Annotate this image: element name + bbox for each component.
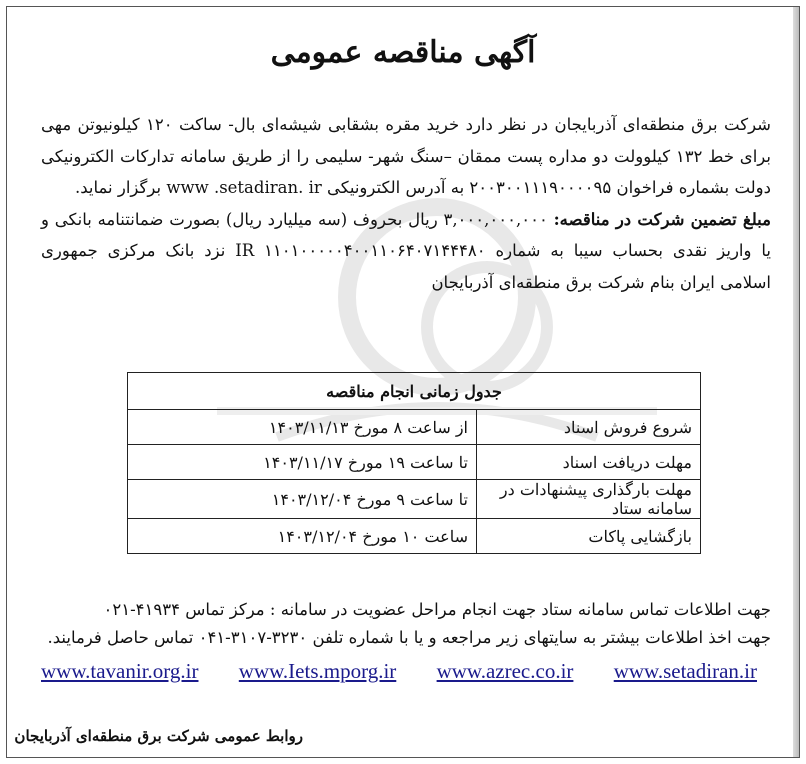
schedule-label: مهلت بارگذاری پیشنهادات در سامانه ستاد <box>477 480 701 519</box>
purchase-paragraph <box>41 109 771 204</box>
setadiran-address: www .setadiran. ir <box>166 178 322 197</box>
table-row <box>128 480 701 519</box>
schedule-value: تا ساعت ۱۹ مورخ ۱۴۰۳/۱۱/۱۷ <box>128 445 477 480</box>
link-azrec[interactable]: www.azrec.co.ir <box>436 659 574 683</box>
contact-line-setad: جهت اطلاعات تماس سامانه ستاد جهت انجام مراحل عضویت در سامانه : مرکز تماس ۴۱۹۳۴-۰۲۱ <box>103 600 771 619</box>
contact-info <box>41 596 771 652</box>
schedule-label: مهلت دریافت اسناد <box>477 445 701 480</box>
purchase-text-end: برگزار نماید. <box>74 178 162 197</box>
link-tavanir[interactable]: www.tavanir.org.ir <box>41 659 199 683</box>
table-row <box>128 519 701 554</box>
signature: روابط عمومی شرکت برق منطقه‌ای آذربایجان <box>14 727 303 745</box>
purchase-text: شرکت برق منطقه‌ای آذربایجان در نظر دارد خرید مقره بشقابی شیشه‌ای بال- ساکت ۱۲۰ کیلونیوتن مهی برای خط ۱۳۲ کیلوولت دو مداره پست ممقان –سنگ شهر- سلیمی را از طریق سامانه تدارکات الکترونیکی دولت بشماره فراخوان ۲۰۰۳۰۰۱۱۱۹۰۰۰۰۹۵ به آدرس الکترونیکی <box>41 115 771 197</box>
guarantee-text: ۳,۰۰۰,۰۰۰,۰۰۰ ریال بحروف (سه میلیارد ریال) بصورت ضمانتنامه بانکی و یا واریز نقدی بحساب سیبا به شماره IR ۱۱۰۱۰۰۰۰۰۴۰۰۱۱۰۶۴۰۷۱۴۴۴۸۰ نزد بانک مرکزی جمهوری اسلامی ایران بنام شرکت برق منطقه‌ای آذربایجان <box>41 209 772 292</box>
schedule-value: از ساعت ۸ مورخ ۱۴۰۳/۱۱/۱۳ <box>128 410 477 445</box>
contact-line-phone: جهت اخذ اطلاعات بیشتر به سایتهای زیر مراجعه و یا با شماره تلفن ۳۲۳۰-۳۱۰۷-۰۴۱ تماس حاصل فرمایند. <box>47 628 771 647</box>
schedule-heading: جدول زمانی انجام مناقصه <box>128 373 701 410</box>
link-setadiran[interactable]: www.setadiran.ir <box>613 659 757 683</box>
schedule-label: بازگشایی پاکات <box>477 519 701 554</box>
schedule-value: ساعت ۱۰ مورخ ۱۴۰۳/۱۲/۰۴ <box>128 519 477 554</box>
website-links <box>41 659 757 684</box>
guarantee-label: مبلغ تضمین شرکت در مناقصه: <box>553 209 771 229</box>
schedule-value: تا ساعت ۹ مورخ ۱۴۰۳/۱۲/۰۴ <box>128 480 477 519</box>
schedule-table <box>127 372 701 554</box>
link-iets[interactable]: www.Iets.mporg.ir <box>238 659 397 683</box>
notice-frame <box>6 6 800 758</box>
page-title: آگهی مناقصه عمومی <box>270 35 536 70</box>
table-row <box>128 410 701 445</box>
notice-body <box>41 109 771 298</box>
table-row <box>128 445 701 480</box>
schedule-header-row <box>128 373 701 410</box>
guarantee-paragraph <box>41 204 771 299</box>
schedule-label: شروع فروش اسناد <box>477 410 701 445</box>
